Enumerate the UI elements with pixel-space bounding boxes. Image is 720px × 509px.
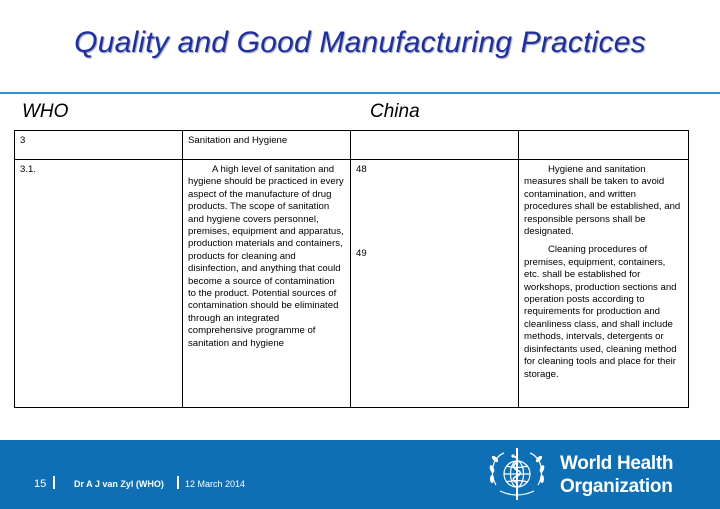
comparison-table	[14, 130, 689, 408]
china-ref-48: 48	[356, 164, 367, 175]
footer-separator	[177, 476, 179, 489]
who-emblem-icon	[486, 445, 548, 503]
who-ref-cell: 3	[15, 131, 183, 160]
who-text-cell	[183, 160, 351, 408]
page-number: 15	[34, 478, 47, 490]
table-row	[15, 131, 689, 160]
china-paragraph: Hygiene and sanitation measures shall be taken to avoid contamination, and written procedures shall be established, and responsible persons shall be designated.	[524, 164, 681, 238]
china-ref-49: 49	[356, 248, 367, 260]
who-paragraph: A high level of sanitation and hygiene should be practiced in every aspect of the manufacture of drug products. The scope of sanitation and hygiene covers personnel, premises, equipment and apparatus, production materials and containers, products for cleaning and disinfection, and anything that could become a source of contamination to the product. Potential sources of contamination should be eliminated through an integrated comprehensive programme of sanitation and hygiene	[188, 164, 344, 349]
who-ref-cell: 3.1.	[15, 160, 183, 408]
footer-separator	[53, 476, 55, 489]
china-column-heading: China	[370, 101, 420, 122]
org-name-line2: Organization	[560, 476, 673, 497]
who-text-cell: Sanitation and Hygiene	[183, 131, 351, 160]
table-row	[15, 160, 689, 408]
china-paragraph: Cleaning procedures of premises, equipment, containers, etc. shall be established for workshops, production sections and operation posts according to requirements for production and cleanliness class, and shall include methods, intervals, detergents or disinfectants used, cleaning method for cleaning tools and place for their storage.	[524, 244, 677, 380]
slide-title: Quality and Good Manufacturing Practices	[74, 26, 646, 59]
china-ref-cell	[351, 131, 519, 160]
china-text-cell	[519, 131, 689, 160]
who-column-heading: WHO	[22, 101, 69, 122]
org-name-line1: World Health	[560, 453, 674, 474]
footer-date: 12 March 2014	[185, 479, 246, 489]
china-ref-cell	[351, 160, 519, 408]
title-divider	[0, 92, 720, 94]
footer-author: Dr A J van Zyl (WHO)	[74, 479, 164, 489]
china-text-cell	[519, 160, 689, 408]
